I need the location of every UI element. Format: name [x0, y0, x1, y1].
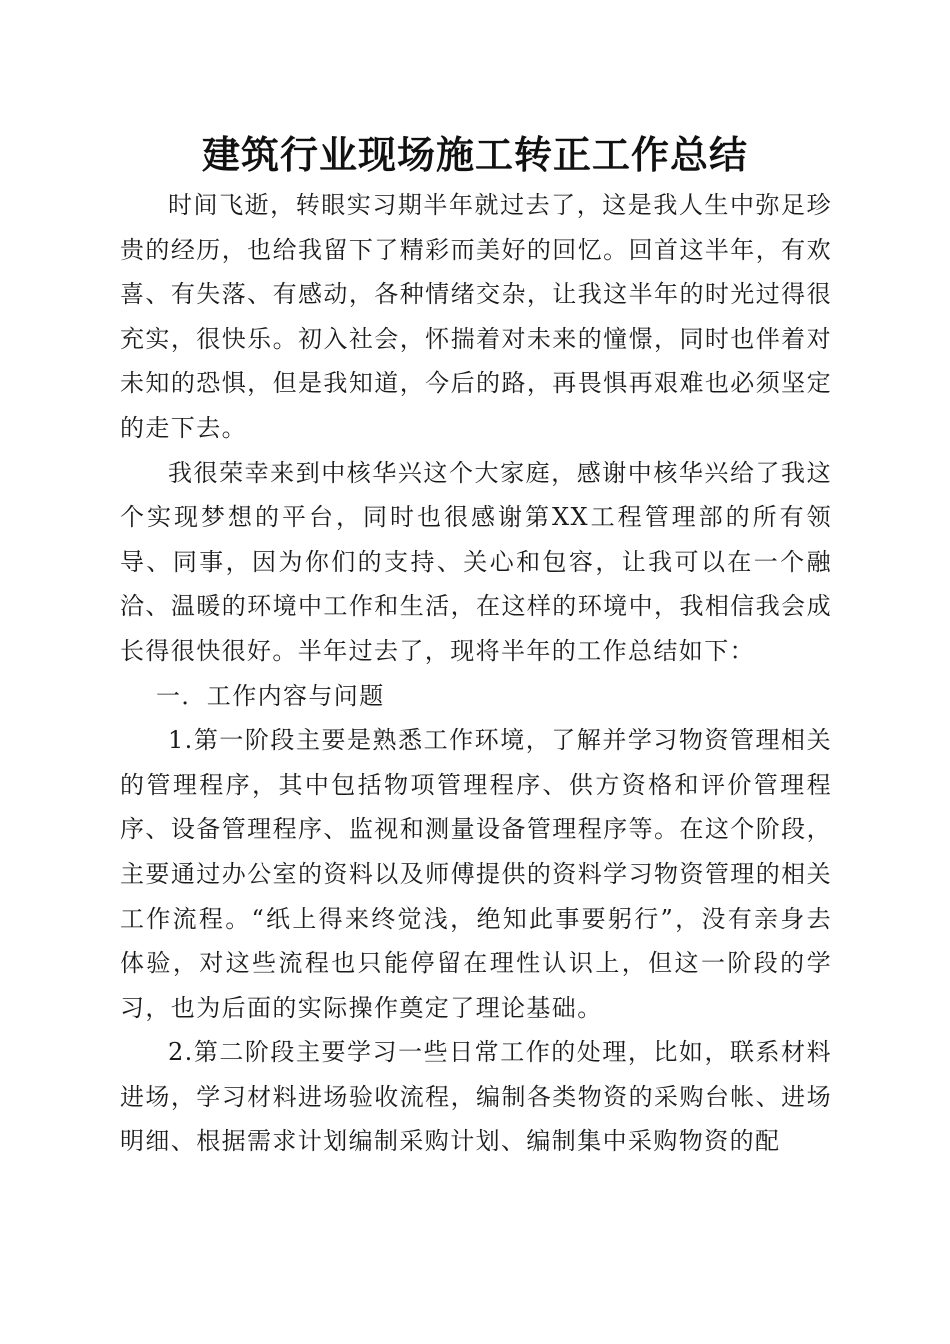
paragraph-thanks: 我很荣幸来到中核华兴这个大家庭，感谢中核华兴给了我这个实现梦想的平台，同时也很感谢第XX工程管理部的所有领导、同事，因为你们的支持、关心和包容，让我可以在一个融洽、温暖的环境中工作和生活，在这样的环境中，我相信我会成长得很快很好。半年过去了，现将半年的工作总结如下：: [120, 458, 832, 665]
paragraph-stage-one: 1.第一阶段主要是熟悉工作环境，了解并学习物资管理相关的管理程序，其中包括物项管理程序、供方资格和评价管理程序、设备管理程序、监视和测量设备管理程序等。在这个阶段，主要通过办公室的资料以及师傅提供的资料学习物资管理的相关工作流程。“纸上得来终觉浅，绝知此事要躬行”，没有亲身去体验，对这些流程也只能停留在理性认识上，但这一阶段的学习，也为后面的实际操作奠定了理论基础。: [120, 726, 832, 1022]
paragraph-intro: 时间飞逝，转眼实习期半年就过去了，这是我人生中弥足珍贵的经历，也给我留下了精彩而美好的回忆。回首这半年，有欢喜、有失落、有感动，各种情绪交杂，让我这半年的时光过得很充实，很快乐。初入社会，怀揣着对未来的憧憬，同时也伴着对未知的恐惧，但是我知道，今后的路，再畏惧再艰难也必须坚定的走下去。: [120, 191, 832, 442]
document-title: 建筑行业现场施工转正工作总结: [201, 132, 748, 177]
section-heading-work-content: 一．工作内容与问题: [156, 681, 385, 710]
document-body: [120, 183, 832, 1164]
paragraph-stage-two: 2.第二阶段主要学习一些日常工作的处理，比如，联系材料进场，学习材料进场验收流程，编制各类物资的采购台帐、进场明细、根据需求计划编制采购计划、编制集中采购物资的配: [120, 1038, 832, 1156]
